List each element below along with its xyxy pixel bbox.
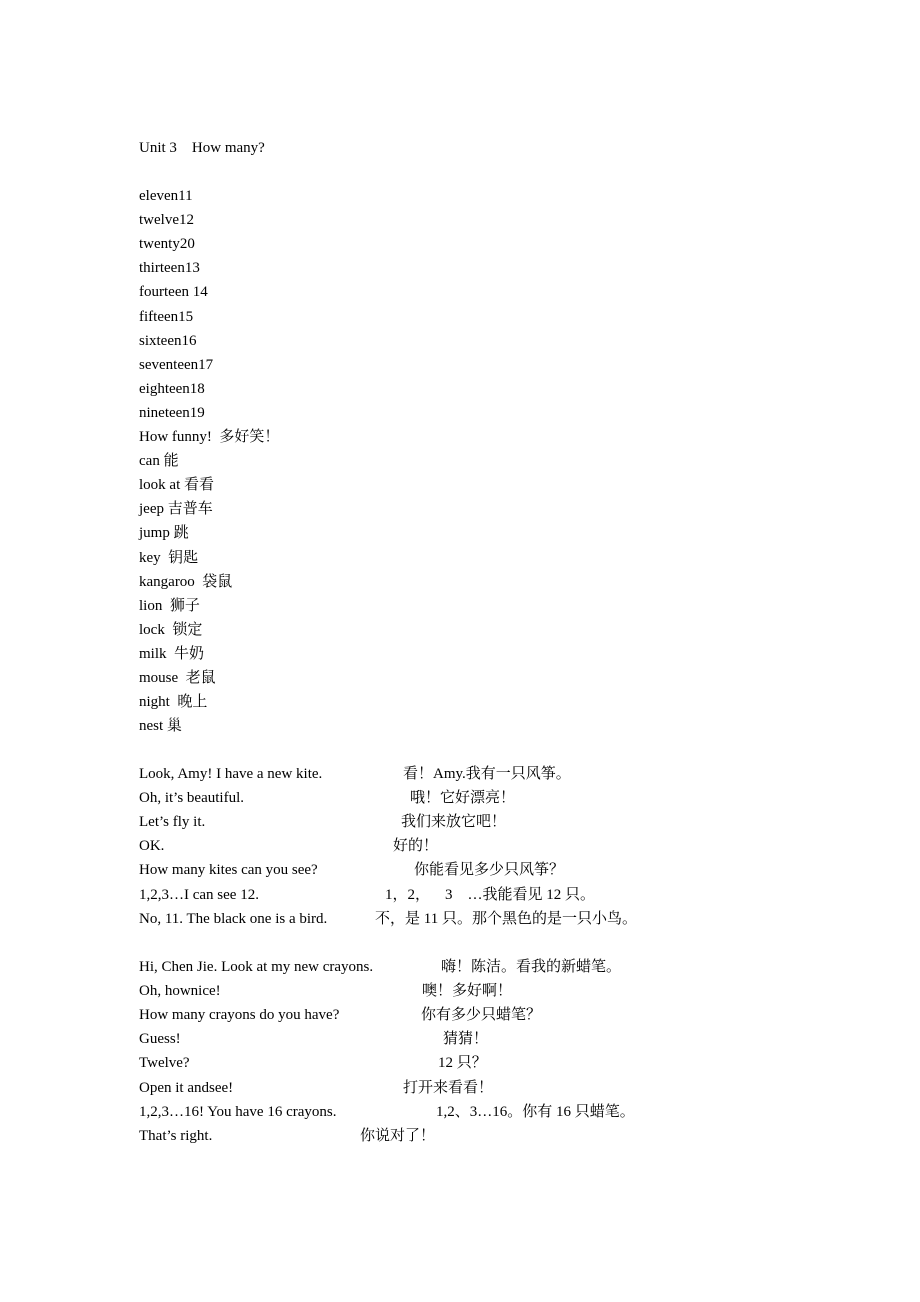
dialogue-line-zh: 打开来看看！ (403, 1079, 494, 1096)
vocab-item: How funny! 多好笑！ (139, 429, 280, 445)
vocab-item: key 钥匙 (139, 549, 199, 566)
vocab-item: night 晚上 (139, 694, 208, 711)
dialogue-line-en: Open it andsee! (139, 1079, 234, 1096)
dialogue-line-zh: 你能看见多少只风筝？ (414, 862, 565, 879)
dialogue-line-zh: 噢！多好啊！ (422, 983, 513, 1000)
vocab-item: mouse 老鼠 (139, 670, 216, 686)
vocab-item: nineteen19 (139, 404, 205, 421)
dialogue-line-zh: 看！Amy.我有一只风筝。 (403, 766, 571, 782)
vocab-item: twenty20 (139, 236, 195, 253)
dialogue-line-zh: 嗨！陈洁。看我的新蜡笔。 (441, 959, 622, 975)
vocab-item: look at 看看 (139, 477, 214, 494)
vocab-item: twelve12 (139, 212, 194, 229)
dialogue-line-en: 1,2,3…16! You have 16 crayons. (139, 1103, 337, 1120)
dialogue-line-en: Guess! (139, 1031, 181, 1048)
dialogue-line-zh: 我们来放它吧！ (401, 814, 507, 831)
dialogue-line-zh: 猜猜！ (443, 1031, 489, 1048)
dialogue-line-en: Oh, it’s beautiful. (139, 790, 244, 807)
vocab-item: thirteen13 (139, 260, 200, 277)
dialogue-line-zh: 12 只？ (438, 1055, 487, 1072)
dialogue-line-zh: 好的！ (393, 838, 439, 855)
dialogue-line-zh: 哦！它好漂亮！ (410, 790, 516, 807)
dialogue-line-en: How many kites can you see? (139, 862, 318, 879)
dialogue-line-zh: 你说对了！ (360, 1127, 436, 1144)
vocab-item: eighteen18 (139, 380, 205, 397)
dialogue-line-en: Twelve? (139, 1055, 190, 1072)
vocab-item: fifteen15 (139, 308, 194, 325)
dialogue-line-en: Oh, hownice! (139, 983, 221, 1000)
dialogue-line-en: That’s right. (139, 1127, 213, 1144)
vocab-item: nest 巢 (139, 718, 182, 735)
dialogue-line-zh: 你有多少只蜡笔？ (421, 1007, 542, 1024)
vocab-item: seventeen17 (139, 356, 214, 373)
vocab-item: kangaroo 袋鼠 (139, 573, 233, 590)
dialogue-line-en: 1,2,3…I can see 12. (139, 886, 259, 903)
dialogue-line-en: No, 11. The black one is a bird. (139, 910, 328, 927)
vocab-item: can 能 (139, 453, 179, 470)
page-title: Unit 3 How many? (139, 140, 265, 156)
dialogue-line-zh: 不，是 11 只。那个黑色的是一只小鸟。 (375, 910, 637, 927)
vocab-item: lion 狮子 (139, 597, 200, 614)
dialogue-line-en: OK. (139, 838, 165, 855)
vocab-item: milk 牛奶 (139, 645, 205, 662)
vocab-item: sixteen16 (139, 332, 197, 349)
vocab-item: lock 锁定 (139, 621, 203, 638)
vocab-item: jeep 吉普车 (139, 501, 213, 518)
vocab-item: jump 跳 (139, 525, 189, 542)
vocab-item: eleven11 (139, 188, 193, 204)
dialogue-line-en: Let’s fly it. (139, 814, 206, 831)
dialogue-line-en: Hi, Chen Jie. Look at my new crayons. (139, 959, 374, 975)
vocab-item: fourteen 14 (139, 284, 208, 301)
dialogue-line-en: Look, Amy! I have a new kite. (139, 766, 323, 782)
dialogue-line-zh: 1，2， 3 …我能看见 12 只。 (385, 886, 596, 903)
dialogue-line-zh: 1,2、3…16。你有 16 只蜡笔。 (436, 1103, 635, 1120)
dialogue-line-en: How many crayons do you have? (139, 1007, 340, 1024)
